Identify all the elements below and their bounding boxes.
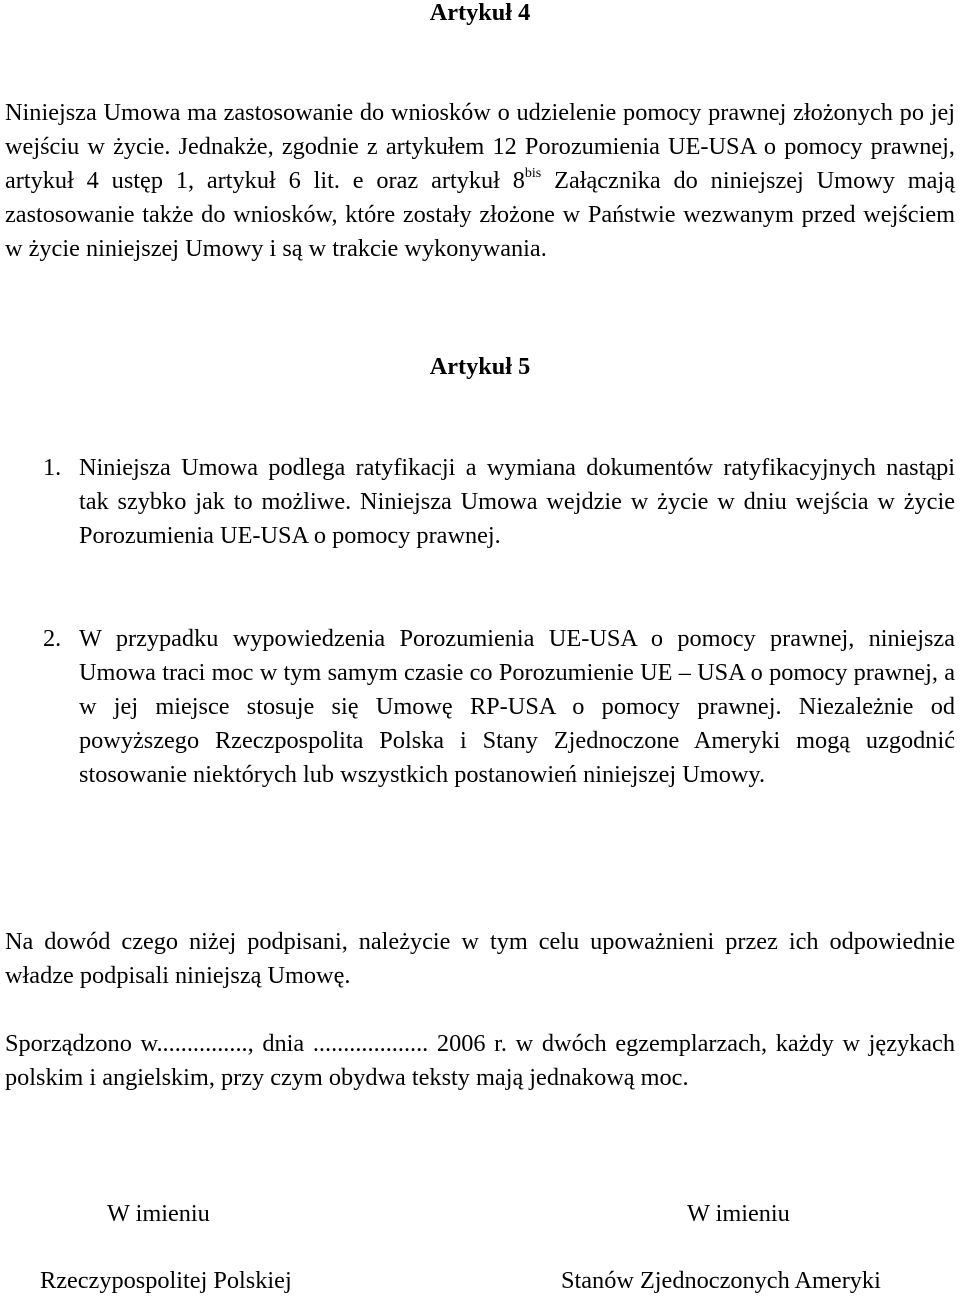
right-signature-party: Stanów Zjednoczonych Ameryki: [561, 1267, 881, 1294]
article-4-heading: Artykuł 4: [429, 0, 531, 26]
right-signature-on-behalf: W imieniu: [687, 1200, 790, 1227]
article-4-paragraph: [5, 96, 955, 266]
article-4-text-part1: Niniejsza Umowa ma zastosowanie do wniosków o udzielenie pomocy prawnej złożonych po jej wejściu w życie. Jednakże, zgodnie z artykułem 12 Porozumienia UE-USA o pomocy prawnej, artykuł 4 ustęp 1, artykuł 6 lit. e oraz artykuł 8: [5, 99, 955, 194]
article-5-heading: Artykuł 5: [429, 353, 531, 380]
article-4-text-part2: Załącznika do niniejszej Umowy mają zastosowanie także do wniosków, które zostały złożone w Państwie wezwanym przed wejściem w życie niniejszej Umowy i są w trakcie wykonywania.: [5, 167, 955, 262]
done-at-clause: Sporządzono w..............., dnia ................... 2006 r. w dwóch egzemplarzach, każdy w językach polskim i angielskim, przy czym obydwa teksty mają jednakową moc.: [5, 1030, 955, 1091]
left-signature-party: Rzeczypospolitej Polskiej: [40, 1267, 292, 1294]
article-5-paragraph-1-number: 1.: [43, 454, 62, 481]
article-5-paragraph-1: Niniejsza Umowa podlega ratyfikacji a wymiana dokumentów ratyfikacyjnych nastąpi tak szybko jak to możliwe. Niniejsza Umowa wejdzie w życie w dniu wejścia w życie Porozumienia UE-USA o pomocy prawnej.: [79, 454, 955, 549]
left-signature-on-behalf: W imieniu: [107, 1200, 210, 1227]
article-5-paragraph-2: W przypadku wypowiedzenia Porozumienia UE-USA o pomocy prawnej, niniejsza Umowa traci moc w tym samym czasie co Porozumienie UE – USA o pomocy prawnej, a w jej miejsce stosuje się Umowę RP-USA o pomocy prawnej. Niezależnie od powyższego Rzeczpospolita Polska i Stany Zjednoczone Ameryki mogą uzgodnić stosowanie niektórych lub wszystkich postanowień niniejszej Umowy.: [79, 625, 955, 788]
witness-clause: Na dowód czego niżej podpisani, należycie w tym celu upoważnieni przez ich odpowiednie władze podpisali niniejszą Umowę.: [5, 928, 955, 989]
article-4-superscript: bis: [524, 166, 542, 181]
article-5-paragraph-2-number: 2.: [43, 625, 62, 652]
